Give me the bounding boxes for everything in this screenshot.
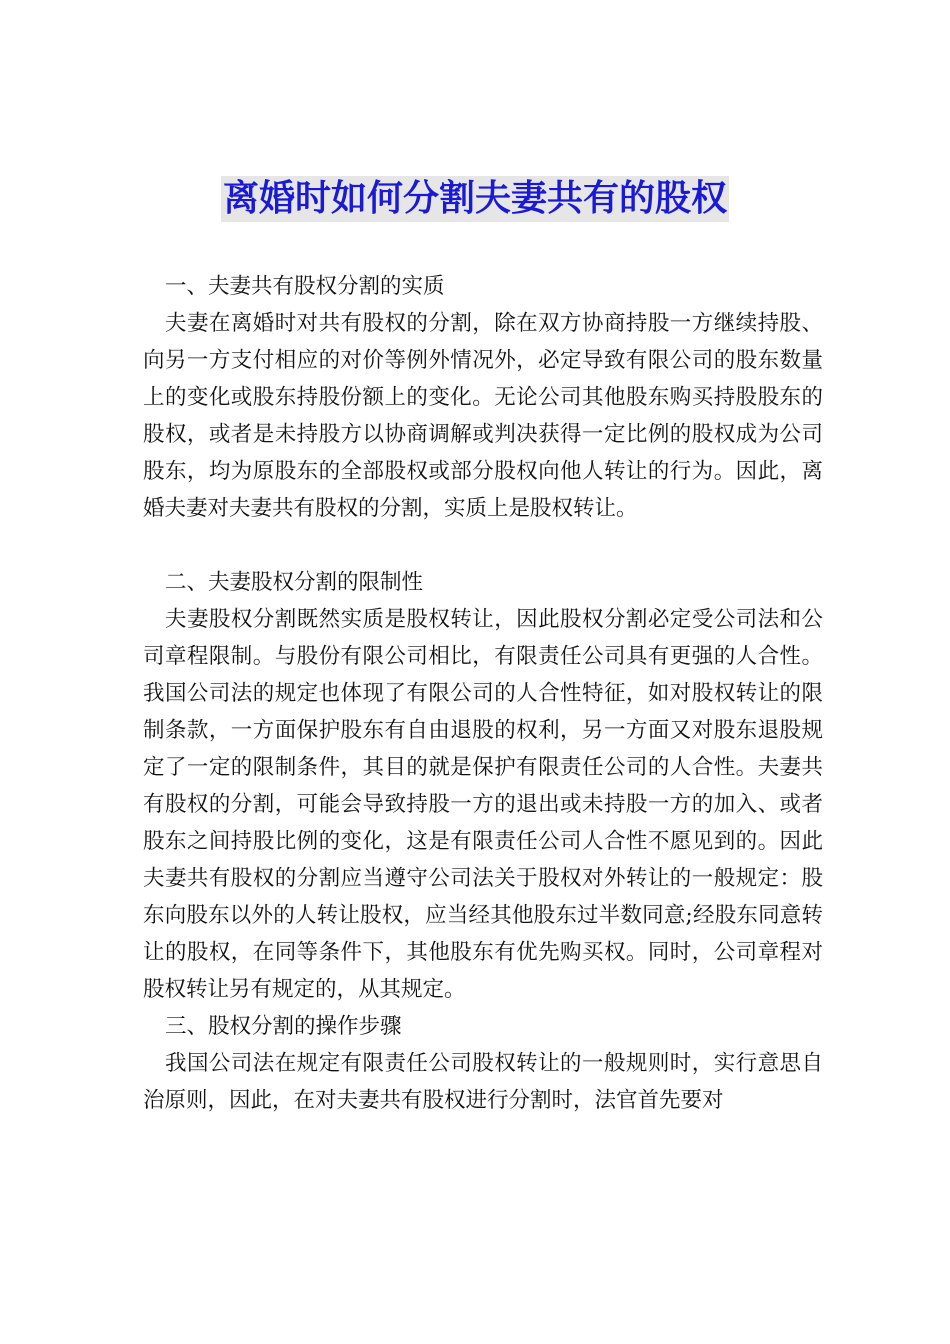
section-paragraph-3: 我国公司法在规定有限责任公司股权转让的一般规则时，实行意思自治原则，因此，在对夫妻共有股权进行分割时，法官首先要对 [143, 1051, 823, 1113]
section-spacer [143, 527, 823, 564]
section-heading-2: 二、夫妻股权分割的限制性 [165, 570, 424, 595]
section-paragraph-1: 夫妻在离婚时对共有股权的分割，除在双方协商持股一方继续持股、向另一方支付相应的对价等例外情况外，必定导致有限公司的股东数量上的变化或股东持股份额上的变化。无论公司其他股东购买持股股东的股权，或者是未持股方以协商调解或判决获得一定比例的股权成为公司股东，均为原股东的全部股权或部分股权向他人转让的行为。因此，离婚夫妻对夫妻共有股权的分割，实质上是股权转让。 [143, 311, 823, 521]
section-paragraph-2: 夫妻股权分割既然实质是股权转让，因此股权分割必定受公司法和公司章程限制。与股份有限公司相比，有限责任公司具有更强的人合性。我国公司法的规定也体现了有限公司的人合性特征，如对股权转让的限制条款，一方面保护股东有自由退股的权利，另一方面又对股东退股规定了一定的限制条件，其目的就是保护有限责任公司的人合性。夫妻共有股权的分割，可能会导致持股一方的退出或未持股一方的加入、或者股东之间持股比例的变化，这是有限责任公司人合性不愿见到的。因此夫妻共有股权的分割应当遵守公司法关于股权对外转让的一般规定：股东向股东以外的人转让股权，应当经其他股东过半数同意;经股东同意转让的股权，在同等条件下，其他股东有优先购买权。同时，公司章程对股权转让另有规定的，从其规定。 [143, 607, 823, 1002]
document-title: 离婚时如何分割夫妻共有的股权 [221, 176, 729, 222]
section-heading-3: 三、股权分割的操作步骤 [165, 1014, 402, 1039]
document-body [143, 268, 823, 1119]
section-heading-1: 一、夫妻共有股权分割的实质 [165, 274, 445, 299]
title-container [0, 176, 950, 222]
